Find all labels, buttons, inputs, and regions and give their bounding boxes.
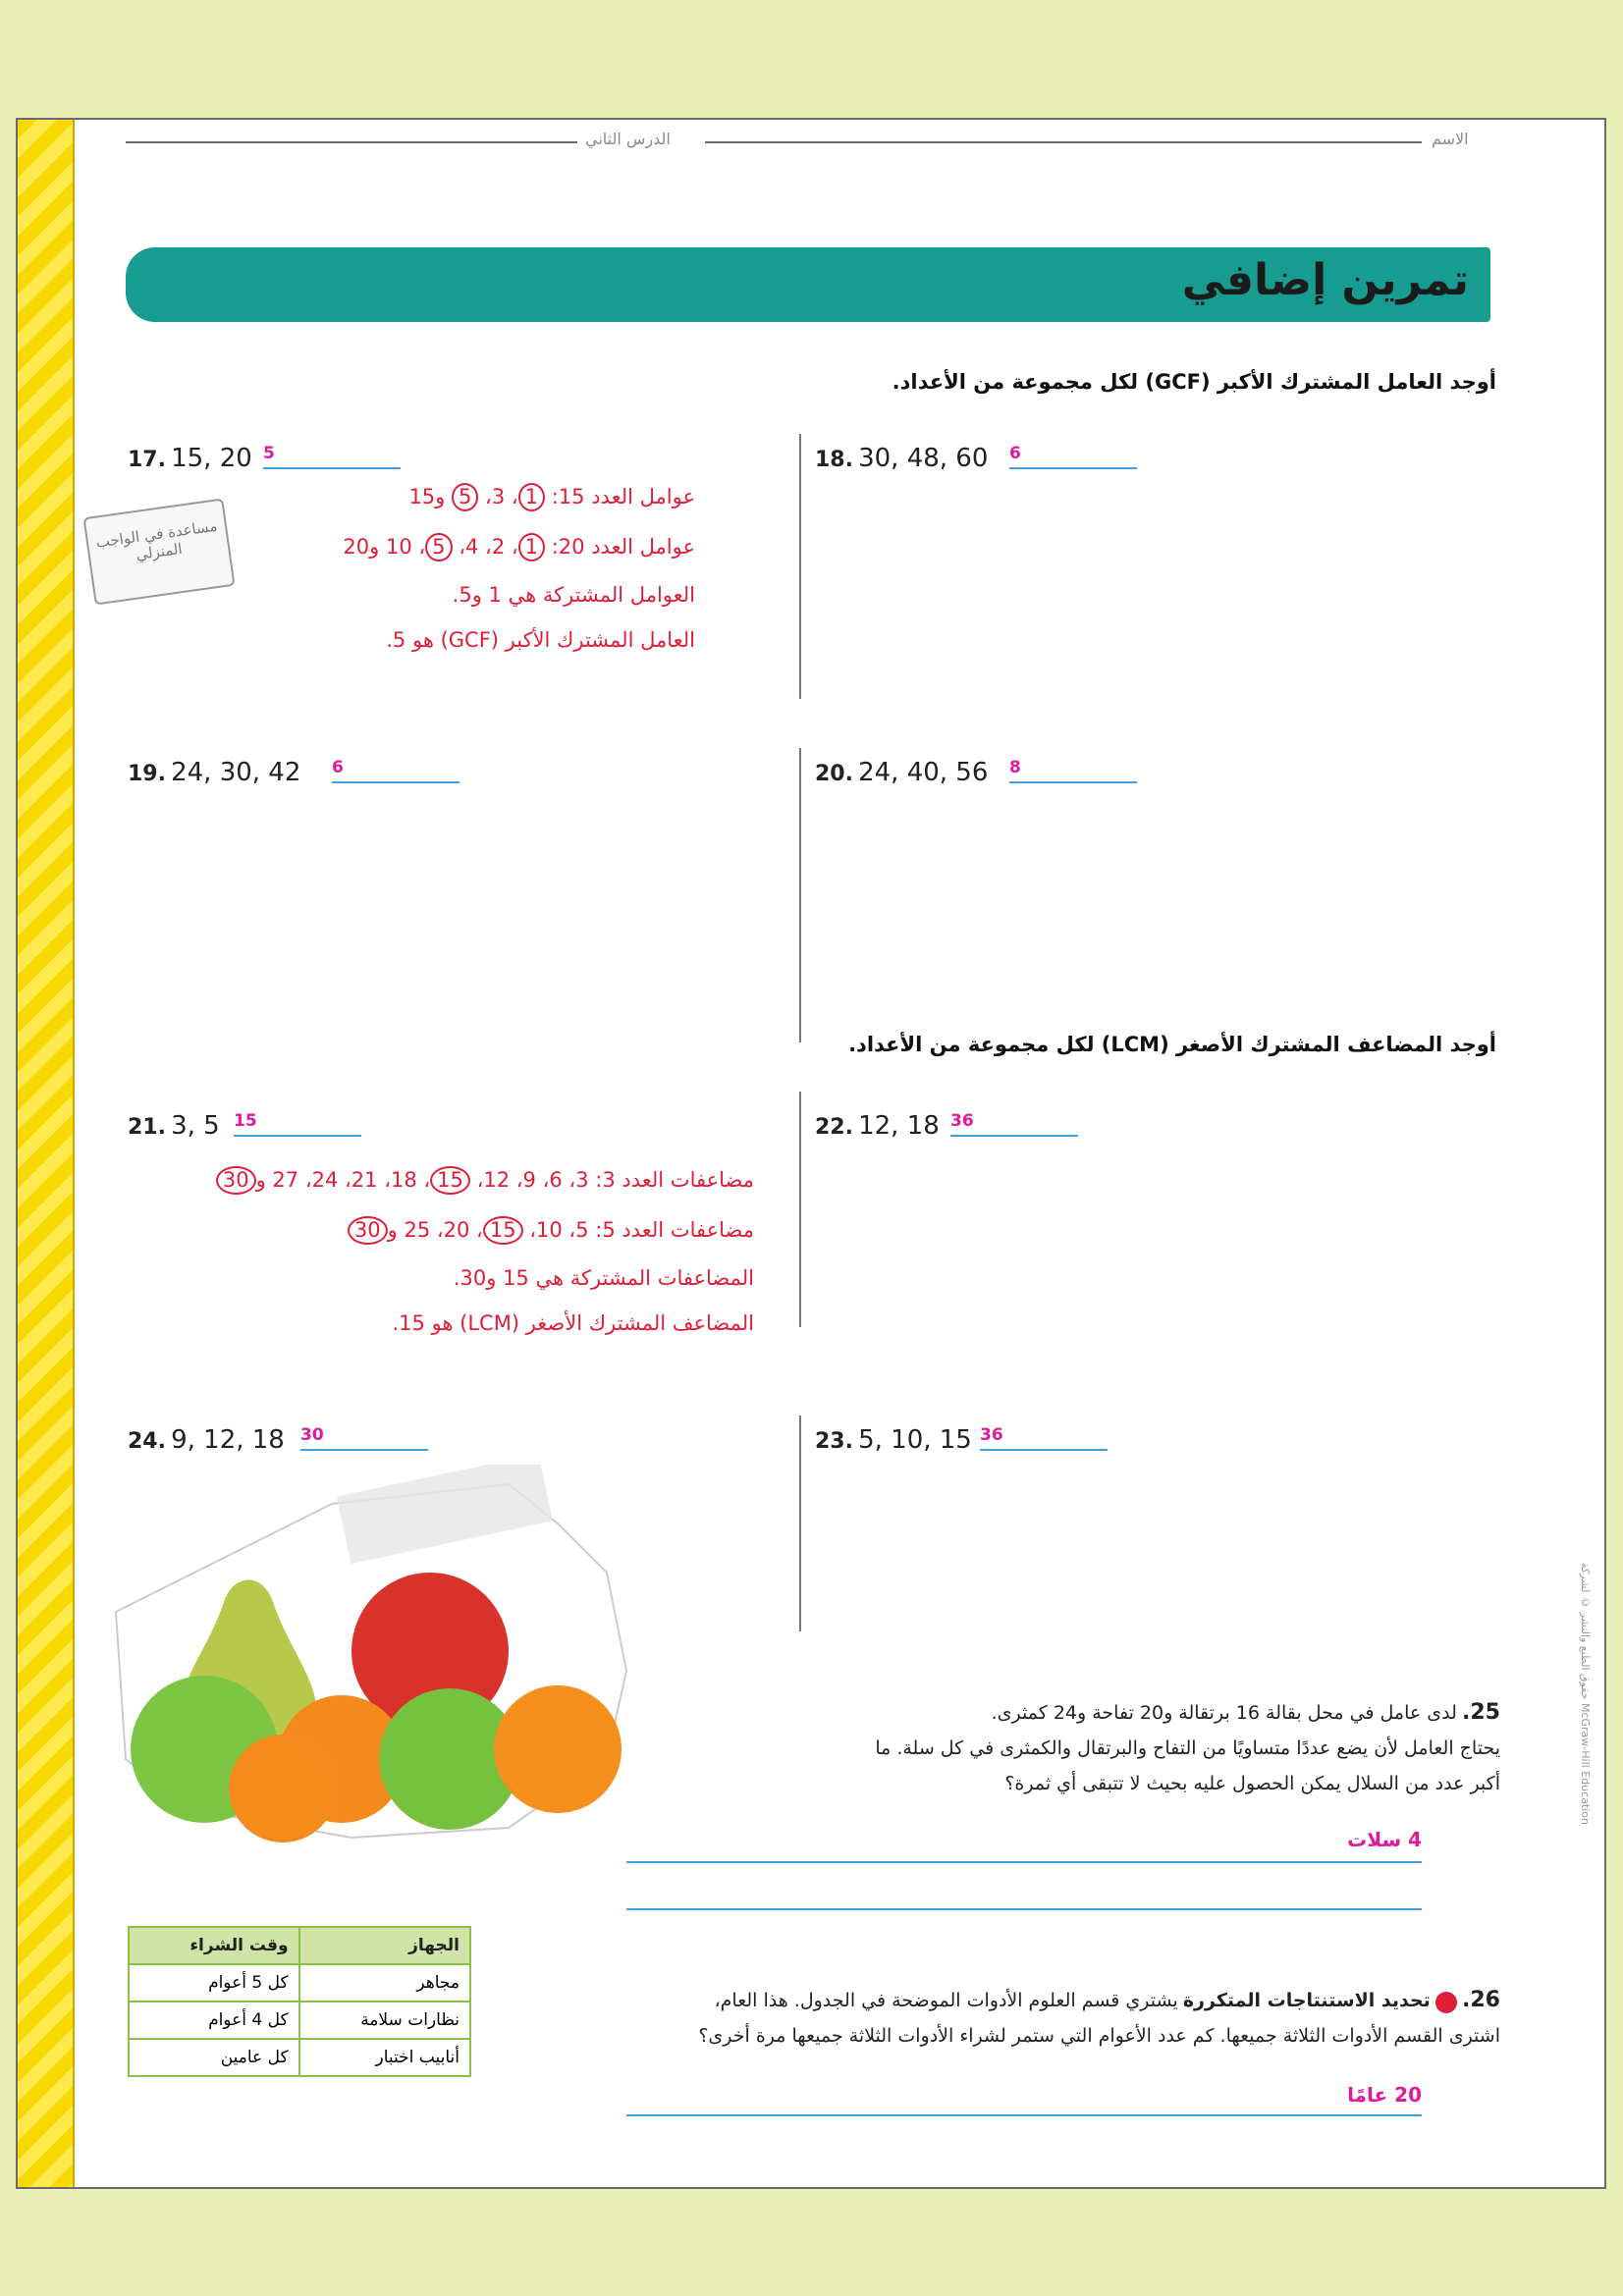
work-number: 20 <box>443 1218 470 1243</box>
lcm-instruction: أوجد المضاعف المشترك الأصغر (LCM) لكل مجموعة من الأعداد. <box>848 1033 1496 1056</box>
problem-set: 9, 12, 18 <box>171 1425 285 1455</box>
work-line: المضاعف المشترك الأصغر (LCM) هو 15. <box>392 1311 754 1336</box>
circled-number: 15 <box>483 1216 523 1245</box>
problem-26 <box>489 1983 1500 2054</box>
answer-line-18[interactable] <box>1009 444 1137 469</box>
answer-line-22[interactable] <box>950 1111 1078 1137</box>
problem-22 <box>815 1111 940 1141</box>
problem-set: 30, 48, 60 <box>858 444 989 473</box>
practice-badge-icon <box>1435 1992 1457 2013</box>
table-cell: كل 5 أعوام <box>129 1964 299 2002</box>
separator: ، <box>411 535 426 560</box>
work-number: 15 <box>408 485 436 508</box>
problem-26-line: يشتري قسم العلوم الأدوات الموضحة في الجدول. هذا العام، <box>714 1990 1178 2011</box>
header-name-label: الاسم <box>1432 130 1469 148</box>
work-number: 3 <box>491 485 506 508</box>
problem-25-line: أكبر عدد من السلال يمكن الحصول عليه بحيث لا تتبقى أي ثمرة؟ <box>1004 1773 1500 1795</box>
separator: ، <box>452 535 465 560</box>
work-number: 20 <box>343 535 370 560</box>
header-line-name <box>705 141 1422 143</box>
problem-number: 19. <box>128 762 166 786</box>
equipment-table <box>128 1926 471 2077</box>
table-row <box>129 2002 470 2039</box>
fruit-illustration <box>96 1465 646 1847</box>
column-divider <box>799 434 801 699</box>
separator: ، <box>505 485 518 508</box>
problem-set: 5, 10, 15 <box>858 1425 972 1455</box>
header-date-label: الدرس الثاني <box>585 130 671 148</box>
separator: ، <box>469 1218 483 1243</box>
answer-24: 30 <box>300 1425 324 1445</box>
table-header: الجهاز <box>299 1927 470 1964</box>
work-prefix: عوامل العدد 15: <box>545 485 695 508</box>
worksheet-page <box>16 118 1606 2189</box>
circled-number: 5 <box>452 483 478 511</box>
circled-number: 15 <box>430 1166 470 1195</box>
work-prefix: عوامل العدد 20: <box>545 535 695 560</box>
yellow-margin-stripe <box>18 120 75 2187</box>
separator: ، <box>522 1218 537 1243</box>
separator: ، <box>469 1168 484 1192</box>
problem-set: 15, 20 <box>171 444 252 473</box>
work-number: 27 <box>272 1168 299 1192</box>
table-cell: كل عامين <box>129 2039 299 2076</box>
problem-21 <box>128 1111 220 1141</box>
work-prefix: مضاعفات العدد 3: <box>588 1168 754 1192</box>
column-divider <box>799 1092 801 1327</box>
answer-21: 15 <box>234 1111 257 1131</box>
column-divider <box>799 748 801 1042</box>
problem-25 <box>636 1695 1500 1801</box>
problem-25-line: لدى عامل في محل بقالة 16 برتقالة و20 تفاحة و24 كمثرى. <box>991 1702 1457 1724</box>
table-cell: نظارات سلامة <box>299 2002 470 2039</box>
work-number: 25 <box>404 1218 431 1243</box>
separator: و <box>435 485 452 508</box>
work-line: المضاعفات المشتركة هي 15 و30. <box>453 1266 754 1291</box>
problem-17 <box>128 444 252 473</box>
work-number: 18 <box>390 1168 417 1192</box>
separator: ، <box>298 1168 312 1192</box>
problem-number: 24. <box>128 1429 166 1454</box>
work-line <box>145 1166 754 1195</box>
table-row <box>129 1964 470 2002</box>
problem-set: 24, 30, 42 <box>171 758 301 787</box>
problem-set: 24, 40, 56 <box>858 758 989 787</box>
separator: ، <box>416 1168 431 1192</box>
work-line <box>234 533 695 561</box>
problem-number: 21. <box>128 1115 166 1140</box>
separator: ، <box>377 1168 391 1192</box>
answer-18: 6 <box>1009 444 1021 463</box>
work-number: 12 <box>483 1168 511 1192</box>
problem-26-line: اشترى القسم الأدوات الثلاثة جميعها. كم عدد الأعوام التي ستمر لشراء الأدوات الثلاثة جميعها مرة أخرى؟ <box>698 2025 1500 2048</box>
separator: ، <box>338 1168 352 1192</box>
answer-line-23[interactable] <box>980 1425 1108 1451</box>
problem-number: 22. <box>815 1115 853 1140</box>
table-cell: كل 4 أعوام <box>129 2002 299 2039</box>
problem-set: 12, 18 <box>858 1111 940 1141</box>
work-line <box>234 483 695 511</box>
separator: ، <box>510 1168 523 1192</box>
work-number: 6 <box>549 1168 563 1192</box>
separator: ، <box>478 535 492 560</box>
answer-line-20[interactable] <box>1009 758 1137 783</box>
separator: و <box>255 1168 273 1192</box>
answer-20: 8 <box>1009 758 1021 777</box>
work-number: 2 <box>491 535 506 560</box>
work-line <box>145 1216 754 1245</box>
circled-number: 1 <box>518 483 545 511</box>
circled-number: 1 <box>518 533 545 561</box>
answer-17: 5 <box>263 444 275 463</box>
separator: ، <box>562 1218 576 1243</box>
answer-26: 20 عامًا <box>1347 2083 1422 2107</box>
separator: ، <box>430 1218 444 1243</box>
answer-line-21[interactable] <box>234 1111 361 1137</box>
work-number: 10 <box>385 535 412 560</box>
separator: ، <box>562 1168 576 1192</box>
problem-26-bold: تحديد الاستنتاجات المتكررة <box>1182 1990 1431 2011</box>
answer-23: 36 <box>980 1425 1003 1445</box>
homework-help-text: مساعدة في الواجب المنزلي <box>94 516 219 564</box>
work-number: 9 <box>522 1168 536 1192</box>
work-number: 3 <box>575 1168 589 1192</box>
copyright-side-text: حقوق الطبع والنشر © لشركة McGraw-Hill Education <box>1579 1563 1592 1825</box>
orange <box>494 1685 622 1813</box>
table-header: وقت الشراء <box>129 1927 299 1964</box>
work-number: 4 <box>465 535 479 560</box>
separator: ، <box>478 485 492 508</box>
circled-number: 30 <box>216 1166 256 1195</box>
problem-number: 23. <box>815 1429 853 1454</box>
problem-number: 17. <box>128 448 166 472</box>
answer-line-24[interactable] <box>300 1425 428 1451</box>
problem-number: 18. <box>815 448 853 472</box>
work-21 <box>145 1166 754 1357</box>
header-line-class <box>126 141 577 143</box>
work-line: العامل المشترك الأكبر (GCF) هو 5. <box>386 628 695 653</box>
problem-set: 3, 5 <box>171 1111 220 1141</box>
answer-line-19[interactable] <box>332 758 460 783</box>
homework-help-tag <box>82 498 235 605</box>
problem-number: 25. <box>1462 1700 1500 1725</box>
gcf-instruction: أوجد العامل المشترك الأكبر (GCF) لكل مجموعة من الأعداد. <box>892 370 1496 394</box>
table-cell: أنابيب اختبار <box>299 2039 470 2076</box>
table-header-row <box>129 1927 470 1964</box>
problem-number: 26. <box>1462 1988 1500 2012</box>
answer-19: 6 <box>332 758 344 777</box>
problem-19 <box>128 758 300 787</box>
separator: ، <box>535 1168 550 1192</box>
title-banner <box>126 247 1490 322</box>
separator: و <box>369 535 386 560</box>
separator: ، <box>505 535 518 560</box>
answer-line-25[interactable] <box>626 1828 1422 1863</box>
problem-23 <box>815 1425 972 1455</box>
work-number: 10 <box>536 1218 563 1243</box>
orange <box>229 1735 337 1842</box>
column-divider <box>799 1415 801 1631</box>
separator: و <box>387 1218 405 1243</box>
circled-number: 5 <box>425 533 452 561</box>
answer-line-25-extra[interactable] <box>626 1908 1422 1910</box>
work-number: 5 <box>575 1218 589 1243</box>
work-number: 21 <box>351 1168 378 1192</box>
work-prefix: مضاعفات العدد 5: <box>588 1218 754 1243</box>
problem-number: 20. <box>815 762 853 786</box>
work-17 <box>234 483 695 673</box>
problem-20 <box>815 758 988 787</box>
problem-25-line: يحتاج العامل لأن يضع عددًا متساويًا من التفاح والبرتقال والكمثرى في كل سلة. ما <box>875 1737 1500 1760</box>
answer-line-17[interactable] <box>263 444 401 469</box>
problem-18 <box>815 444 988 473</box>
answer-25: 4 سلات <box>1347 1828 1422 1851</box>
work-line: العوامل المشتركة هي 1 و5. <box>452 583 695 608</box>
circled-number: 30 <box>348 1216 388 1245</box>
table-row <box>129 2039 470 2076</box>
table-cell: مجاهر <box>299 1964 470 2002</box>
problem-24 <box>128 1425 285 1455</box>
work-number: 24 <box>311 1168 339 1192</box>
answer-22: 36 <box>950 1111 974 1131</box>
answer-line-26[interactable] <box>626 2083 1422 2116</box>
page-title: تمرين إضافي <box>1181 255 1469 305</box>
